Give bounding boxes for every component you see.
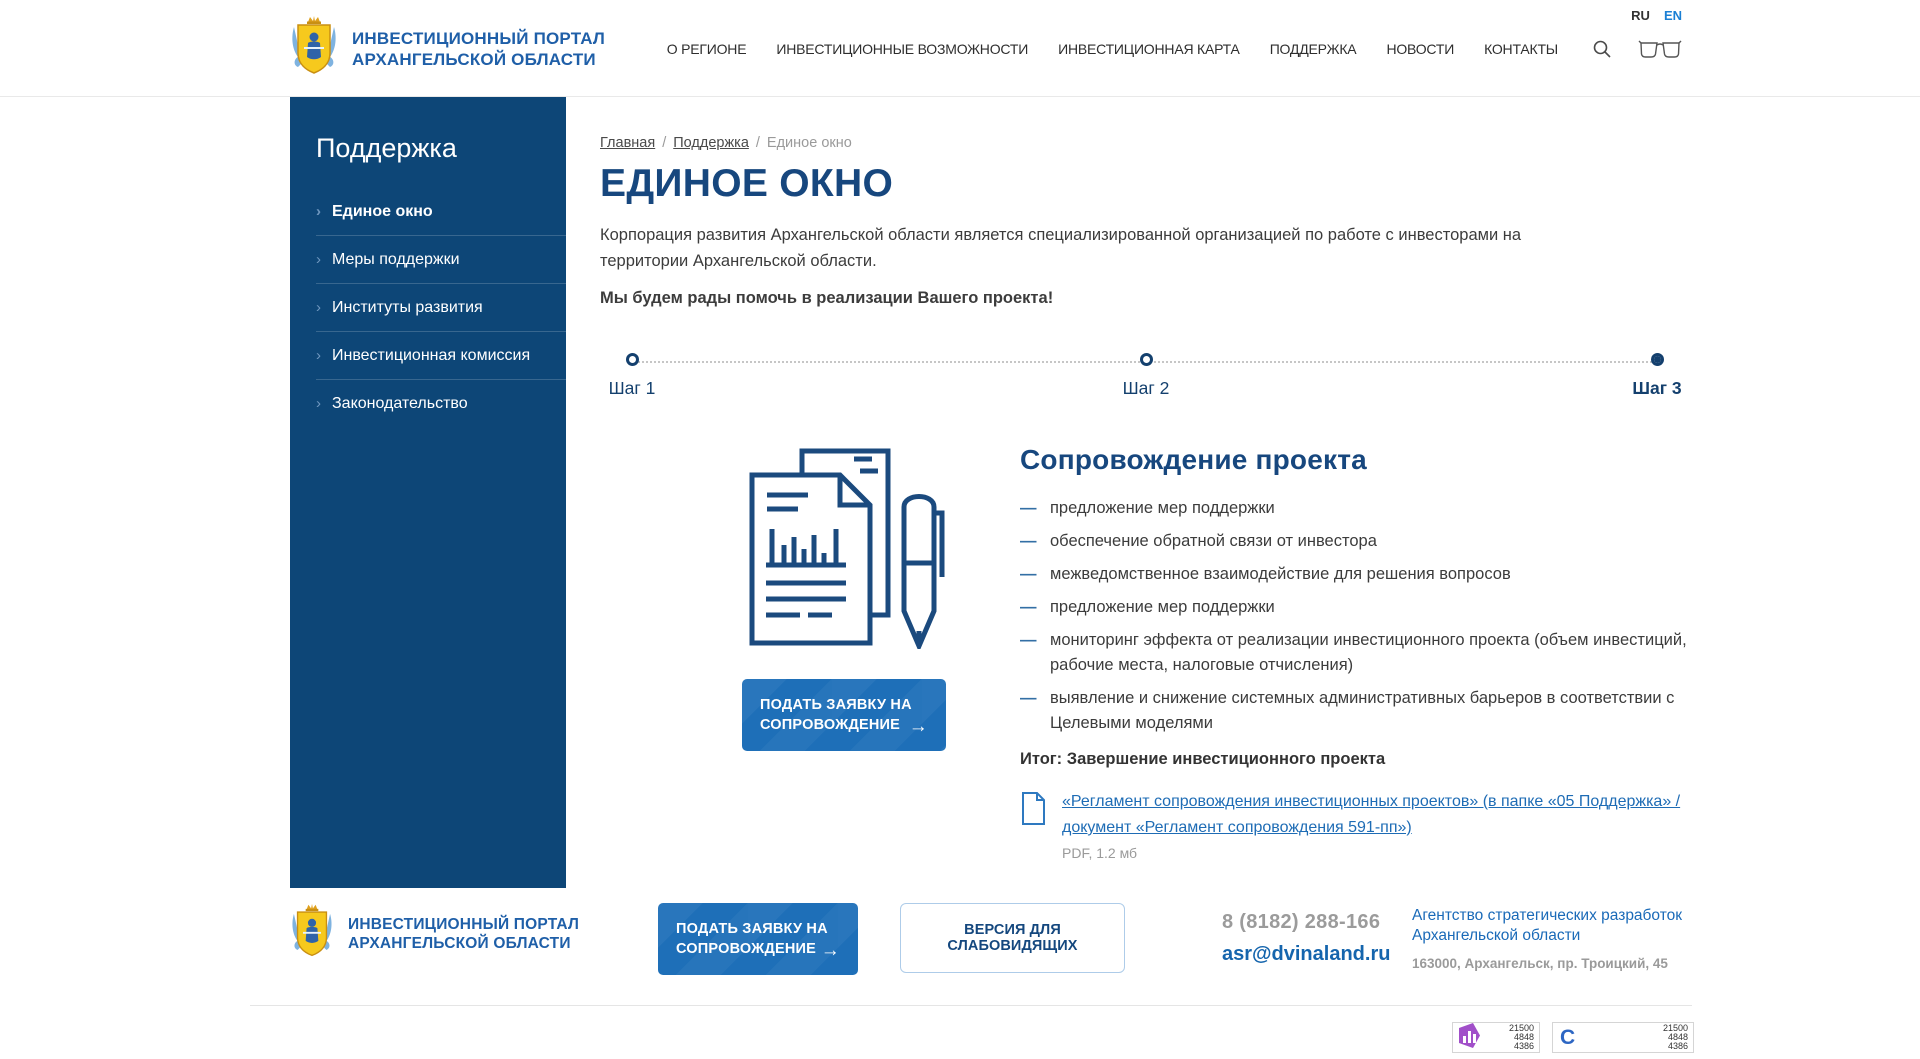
- step-2: [1106, 353, 1186, 399]
- header: [0, 0, 1920, 97]
- sputnik-counter-badge[interactable]: [1552, 1022, 1694, 1053]
- file-document-icon: [1020, 792, 1046, 831]
- breadcrumb-current: Единое окно: [766, 135, 852, 151]
- chevron-right-icon: ›: [316, 251, 321, 268]
- coat-of-arms-icon: [290, 15, 338, 82]
- lang-ru[interactable]: RU: [1631, 8, 1650, 23]
- illustration-column: [600, 443, 1020, 861]
- steps-progress: [600, 353, 1692, 423]
- header-icons: [1592, 39, 1682, 59]
- documents-and-pen-illustration: [742, 636, 946, 653]
- footer-apply-button[interactable]: ПОДАТЬ ЗАЯВКУ НА СОПРОВОЖДЕНИЕ →: [658, 903, 858, 975]
- sidebar-item-development-institutes[interactable]: › Институты развития: [316, 283, 566, 331]
- step-1-label: Шаг 1: [608, 378, 656, 398]
- chevron-right-icon: ›: [316, 395, 321, 412]
- sidebar-support: [290, 97, 566, 888]
- dash-marker: —: [1020, 565, 1037, 583]
- nav-support[interactable]: ПОДДЕРЖКА: [1269, 40, 1357, 57]
- dash-marker: —: [1020, 532, 1037, 550]
- list-item: — предложение мер поддержки: [1020, 595, 1692, 620]
- breadcrumb-support[interactable]: Поддержка: [673, 135, 749, 151]
- sidebar-menu: [290, 188, 566, 427]
- blue-c-logo-icon: C: [1560, 1026, 1576, 1049]
- chevron-right-icon: ›: [316, 299, 321, 316]
- intro-bold-text: Мы будем рады помочь в реализации Вашего проекта!: [600, 289, 1054, 307]
- footer-logo-text: ИНВЕСТИЦИОННЫЙ ПОРТАЛ АРХАНГЕЛЬСКОЙ ОБЛАСТИ: [348, 915, 580, 952]
- intro-text: Корпорация развития Архангельской области является специализированной организацией по работе с инвесторами на территории Архангельской области.: [600, 226, 1522, 270]
- visually-impaired-version-button[interactable]: ВЕРСИЯ ДЛЯ СЛАБОВИДЯЩИХ: [900, 903, 1125, 973]
- document-download-row: [1020, 789, 1692, 861]
- agency-name: Агентство стратегических разработок Архангельской области: [1412, 907, 1683, 944]
- email-link[interactable]: asr@dvinaland.ru: [1222, 943, 1391, 965]
- list-item: — мониторинг эффекта от реализации инвестиционного проекта (объем инвестиций, рабочие места, налоговые отчисления): [1020, 628, 1692, 678]
- step-1-dot-icon: [626, 353, 639, 366]
- sidebar-item-legislation[interactable]: › Законодательство: [316, 379, 566, 427]
- nav-news[interactable]: НОВОСТИ: [1386, 40, 1455, 57]
- counter-values: 21500 4848 4386: [1662, 1023, 1688, 1051]
- language-switcher: [1631, 8, 1682, 23]
- list-item: — обеспечение обратной связи от инвестора: [1020, 529, 1692, 554]
- arrow-right-icon: →: [908, 716, 928, 737]
- breadcrumb: Главная / Поддержка / Единое окно: [600, 135, 852, 151]
- list-item: — предложение мер поддержки: [1020, 496, 1692, 521]
- agency-block: [1412, 903, 1690, 971]
- dash-marker: —: [1020, 689, 1037, 707]
- list-item: — выявление и снижение системных административных барьеров в соответствии с Целевыми моделями: [1020, 686, 1692, 736]
- sidebar-item-support-measures[interactable]: › Меры поддержки: [316, 235, 566, 283]
- footer-contacts: [1222, 903, 1390, 966]
- breadcrumb-home[interactable]: Главная: [600, 135, 656, 151]
- sidebar-title: Поддержка: [316, 133, 457, 163]
- step-3-label: Шаг 3: [1632, 378, 1682, 398]
- accessibility-glasses-icon[interactable]: [1638, 39, 1682, 59]
- dash-marker: —: [1020, 598, 1037, 616]
- sidebar-item-investment-commission[interactable]: › Инвестиционная комиссия: [316, 331, 566, 379]
- chevron-right-icon: ›: [316, 347, 321, 364]
- nav-contacts[interactable]: КОНТАКТЫ: [1484, 40, 1558, 57]
- phone-number: 8 (8182) 288-166: [1222, 911, 1381, 933]
- project-support-section: [1020, 443, 1692, 861]
- step-2-label: Шаг 2: [1122, 378, 1170, 398]
- sidebar-item-single-window[interactable]: › Единое окно: [316, 203, 433, 220]
- nav-invest-map[interactable]: ИНВЕСТИЦИОННАЯ КАРТА: [1058, 40, 1240, 57]
- nav-region[interactable]: О РЕГИОНЕ: [666, 40, 747, 57]
- section-heading: Сопровождение проекта: [1020, 444, 1367, 475]
- regulation-pdf-link[interactable]: «Регламент сопровождения инвестиционных проектов» (в папке «05 Поддержка» / документ «Регламент сопровождения 591-пп»): [1062, 793, 1681, 836]
- apply-for-support-button[interactable]: ПОДАТЬ ЗАЯВКУ НА СОПРОВОЖДЕНИЕ →: [742, 679, 946, 751]
- pdf-file-meta: PDF, 1.2 мб: [1062, 845, 1138, 861]
- visit-counters: [1452, 1022, 1694, 1053]
- step-3-active: [1617, 353, 1697, 399]
- dash-marker: —: [1020, 631, 1037, 649]
- agency-address: 163000, Архангельск, пр. Троицкий, 45: [1412, 956, 1668, 971]
- counter-values: 21500 4848 4386: [1508, 1023, 1534, 1051]
- footer-divider: [250, 1005, 1692, 1006]
- result-text: Итог: Завершение инвестиционного проекта: [1020, 750, 1386, 768]
- main-nav: [667, 41, 1558, 57]
- metrika-counter-badge[interactable]: [1452, 1022, 1540, 1053]
- lang-en[interactable]: EN: [1663, 8, 1682, 23]
- logo-text: ИНВЕСТИЦИОННЫЙ ПОРТАЛ АРХАНГЕЛЬСКОЙ ОБЛАСТИ: [352, 28, 606, 69]
- coat-of-arms-icon: [290, 903, 334, 964]
- metrika-bars-icon: [1458, 1022, 1481, 1054]
- footer: [0, 888, 1920, 1059]
- site-logo[interactable]: [290, 15, 605, 82]
- list-item: — межведомственное взаимодействие для решения вопросов: [1020, 562, 1692, 587]
- bullet-list: [1020, 496, 1692, 736]
- step-2-dot-icon: [1140, 353, 1153, 366]
- dash-marker: —: [1020, 499, 1037, 517]
- arrow-right-icon: →: [820, 940, 840, 961]
- step-1: [592, 353, 672, 399]
- page-title: ЕДИНОЕ ОКНО: [600, 162, 894, 205]
- step-3-dot-icon: [1651, 353, 1664, 366]
- main-content: [600, 97, 1692, 861]
- chevron-right-icon: ›: [316, 203, 321, 220]
- search-icon[interactable]: [1592, 39, 1612, 59]
- nav-invest-opportunities[interactable]: ИНВЕСТИЦИОННЫЕ ВОЗМОЖНОСТИ: [776, 40, 1029, 57]
- footer-logo[interactable]: [290, 903, 658, 964]
